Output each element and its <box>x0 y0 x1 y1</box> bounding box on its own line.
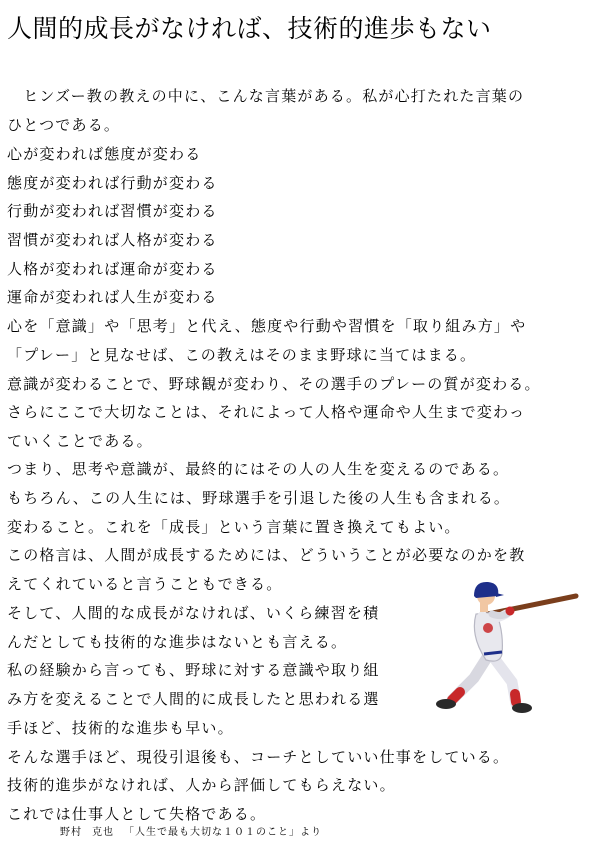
text-line: 意識が変わることで、野球観が変わり、その選手のプレーの質が変わる。 <box>7 375 541 393</box>
text-line: 「プレー」と見なせば、この教えはそのまま野球に当てはまる。 <box>7 346 477 364</box>
text-line: そんな選手ほど、現役引退後も、コーチとしていい仕事をしている。 <box>7 748 510 766</box>
page-title: 人間的成長がなければ、技術的進歩もない <box>7 14 492 43</box>
text-line: 心が変われば態度が変わる <box>7 145 202 163</box>
text-line: もちろん、この人生には、野球選手を引退した後の人生も含まれる。 <box>7 489 511 507</box>
text-line: 技術的進歩がなければ、人から評価してもらえない。 <box>7 776 396 794</box>
text-line: この格言は、人間が成長するためには、どういうことが必要なのかを教 <box>7 546 526 564</box>
bat-icon <box>488 596 576 614</box>
text-line: 人格が変われば運命が変わる <box>7 260 218 278</box>
text-line: 習慣が変われば人格が変わる <box>7 231 218 249</box>
text-line: えてくれていると言うこともできる。 <box>7 575 283 593</box>
text-line: 行動が変われば習慣が変わる <box>7 202 218 220</box>
source-title: 「人生で最も大切な１０１のこと」より <box>124 827 322 838</box>
text-line: さらにここで大切なことは、それによって人格や運命や人生まで変わっ <box>7 403 526 421</box>
text-line: 私の経験から言っても、野球に対する意識や取り組 <box>7 661 380 679</box>
author-given-name: 克也 <box>92 827 114 838</box>
text-line: ヒンズー教の教えの中に、こんな言葉がある。私が心打たれた言葉の <box>7 87 525 105</box>
baseball-batter-illustration <box>430 578 580 718</box>
text-line: つまり、思考や意識が、最終的にはその人の人生を変えるのである。 <box>7 460 510 478</box>
author-family-name: 野村 <box>60 827 82 838</box>
helmet-icon <box>474 582 498 598</box>
text-line: み方を変えることで人間的に成長したと思われる選 <box>7 690 380 708</box>
citation <box>60 826 332 840</box>
text-line: ていくことである。 <box>7 432 153 450</box>
text-line: 運命が変われば人生が変わる <box>7 288 218 306</box>
text-line: 心を「意識」や「思考」と代え、態度や行動や習慣を「取り組み方」や <box>7 317 527 335</box>
text-line: 手ほど、技術的な進歩も早い。 <box>7 719 234 737</box>
text-line: んだとしても技術的な進歩はないとも言える。 <box>7 633 348 651</box>
text-line: 変わること。これを「成長」という言葉に置き換えてもよい。 <box>7 518 461 536</box>
text-line: これでは仕事人として失格である。 <box>7 805 267 823</box>
text-line: 態度が変われば行動が変わる <box>7 174 218 192</box>
text-line: そして、人間的な成長がなければ、いくら練習を積 <box>7 604 380 622</box>
text-line: ひとつである。 <box>7 116 121 134</box>
